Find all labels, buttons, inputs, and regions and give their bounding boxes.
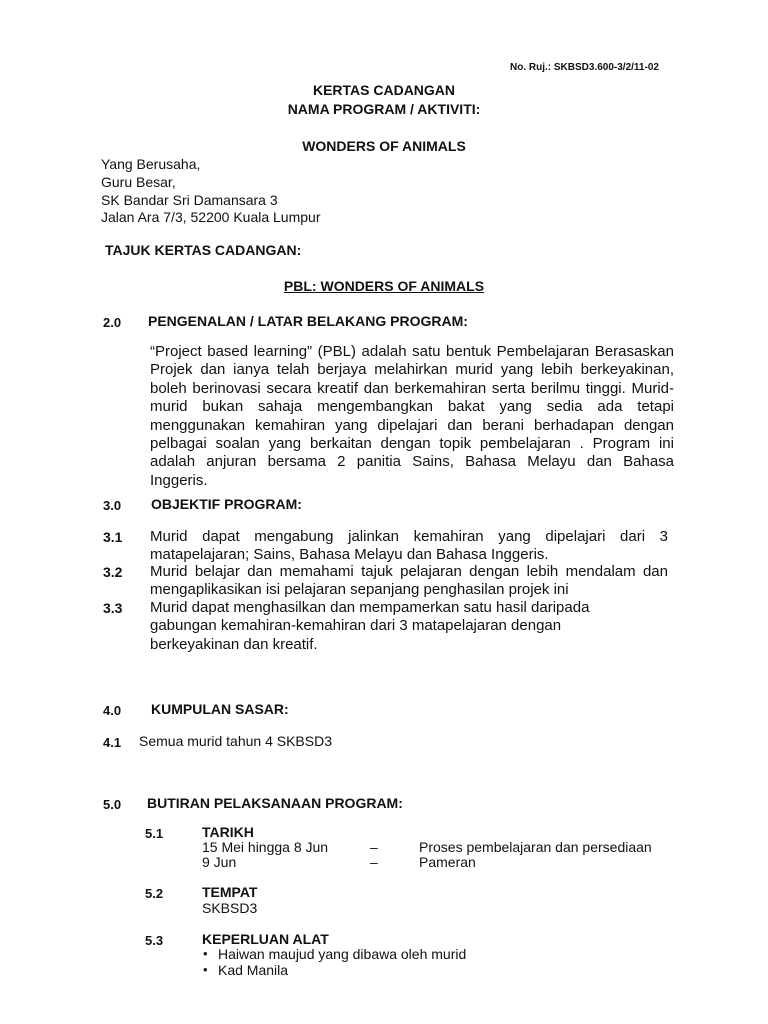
objective-item	[150, 599, 668, 654]
schedule-description: Pameran	[419, 854, 476, 870]
section-number: 3.0	[103, 498, 122, 513]
objective-item	[150, 528, 668, 565]
bullet-icon: •	[203, 962, 208, 977]
objective-line: Murid belajar dan memahami tajuk pelajaran dengan lebih mendalam dan	[150, 563, 668, 580]
paragraph-line: adalah anjuran bersama 2 panitia Sains, Bahasa Melayu dan Bahasa	[150, 453, 674, 471]
paragraph-line: “Project based learning” (PBL) adalah satu bentuk Pembelajaran Berasaskan	[150, 343, 674, 360]
address-line: SK Bandar Sri Damansara 3	[101, 192, 278, 208]
proposal-title: PBL: WONDERS OF ANIMALS	[283, 278, 485, 294]
address-line: Yang Berusaha,	[101, 156, 201, 172]
subsection-heading: KEPERLUAN ALAT	[202, 931, 329, 947]
reference-number: No. Ruj.: SKBSD3.600-3/2/11-02	[510, 62, 659, 73]
objective-line: Murid dapat mengabung jalinkan kemahiran yang dipelajari dari 3	[150, 528, 668, 545]
subsection-heading: TEMPAT	[202, 884, 258, 900]
program-name-label: NAMA PROGRAM / AKTIVITI:	[287, 101, 481, 117]
equipment-item: Haiwan maujud yang dibawa oleh murid	[218, 946, 467, 962]
subsection-number: 5.1	[145, 826, 164, 841]
subsection-heading: TARIKH	[202, 824, 254, 840]
proposal-title-label: TAJUK KERTAS CADANGAN:	[105, 242, 302, 258]
item-number: 4.1	[103, 735, 122, 750]
schedule-date: 15 Mei hingga 8 Jun	[202, 839, 329, 855]
schedule-dash: –	[370, 839, 378, 855]
target-group-text: Semua murid tahun 4 SKBSD3	[139, 733, 332, 749]
section-heading: KUMPULAN SASAR:	[151, 701, 289, 717]
paragraph-line: pelbagai soalan yang berkaitan dengan topik pembelajaran . Program ini	[150, 435, 674, 453]
address-line: Jalan Ara 7/3, 52200 Kuala Lumpur	[101, 209, 321, 225]
section-number: 2.0	[103, 315, 122, 330]
objective-line: Murid dapat menghasilkan dan mempamerkan satu hasil daripada	[150, 599, 590, 616]
item-number: 3.3	[103, 600, 123, 616]
objective-item	[150, 563, 668, 600]
section-heading: BUTIRAN PELAKSANAAN PROGRAM:	[147, 795, 403, 811]
item-number: 3.2	[103, 564, 123, 580]
paragraph-line: menggunakan kemahiran yang dipelajari dan berani berhadapan dengan	[150, 416, 674, 434]
item-number: 3.1	[103, 529, 123, 545]
section-heading: PENGENALAN / LATAR BELAKANG PROGRAM:	[148, 313, 468, 329]
schedule-date: 9 Jun	[202, 854, 237, 870]
paragraph-line: murid bukan sahaja mengembangkan bakat yang sedia ada tetapi	[150, 398, 674, 416]
schedule-description: Proses pembelajaran dan persediaan	[419, 839, 652, 855]
objective-line: berkeyakinan dan kreatif.	[150, 635, 318, 653]
equipment-item: Kad Manila	[218, 962, 289, 978]
section-2-paragraph	[150, 343, 674, 490]
address-line: Guru Besar,	[101, 174, 176, 190]
objective-line: gabungan kemahiran-kemahiran dari 3 matapelajaran dengan	[150, 617, 562, 635]
paragraph-line: Inggeris.	[150, 471, 208, 489]
document-title: KERTAS CADANGAN	[312, 82, 456, 98]
objective-line: mengaplikasikan isi pelajaran sepanjang penghasilan projek ini	[150, 581, 569, 599]
program-name: WONDERS OF ANIMALS	[302, 138, 466, 154]
objective-line: matapelajaran; Sains, Bahasa Melayu dan Bahasa Inggeris.	[150, 546, 549, 564]
bullet-icon: •	[203, 946, 208, 961]
section-number: 4.0	[103, 703, 122, 718]
subsection-number: 5.2	[145, 886, 164, 901]
venue-text: SKBSD3	[202, 900, 258, 916]
paragraph-line: Projek dan ianya telah berjaya melahirkan murid yang lebih berkeyakinan,	[150, 361, 674, 379]
schedule-dash: –	[370, 854, 378, 870]
section-number: 5.0	[103, 797, 122, 812]
subsection-number: 5.3	[145, 933, 164, 948]
paragraph-line: boleh berinovasi secara kreatif dan berkemahiran serta berilmu tinggi. Murid-	[150, 379, 674, 397]
section-heading: OBJEKTIF PROGRAM:	[151, 496, 302, 512]
